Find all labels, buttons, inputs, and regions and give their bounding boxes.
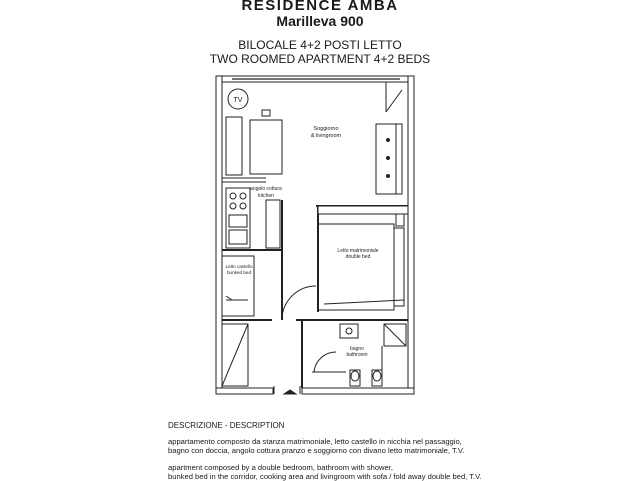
apartment-type-english: TWO ROOMED APARTMENT 4+2 BEDS: [209, 52, 431, 66]
sink-icon: [340, 324, 358, 338]
bedroom-door-swing: [282, 286, 316, 320]
chair: [262, 110, 270, 116]
description-italian-line-2: bagno con doccia, angolo cottura pranzo e soggiorno con divano letto matrimoniale, T.V.: [168, 446, 465, 455]
bunk-bed-label: Letto castello: [225, 264, 253, 269]
residence-name: RESIDENCE AMBA: [241, 0, 399, 14]
cabinet: [226, 117, 242, 175]
dining-table: [250, 120, 282, 174]
description-english-line-1: apartment composed by a double bedroom, bathroom with shower,: [168, 463, 393, 472]
living-room-label: Soggiorno: [313, 126, 339, 132]
closet: [222, 324, 248, 386]
bunk-bed-label-en: bunked bed: [226, 270, 252, 275]
toilet-icon: [350, 370, 360, 386]
bathroom-door-icon: [312, 352, 346, 372]
bedroom-label-en: double bed: [345, 254, 371, 260]
double-bed: [318, 224, 404, 310]
entrance-icon: [274, 386, 300, 394]
nightstand: [396, 214, 404, 226]
tv-label: TV: [233, 97, 243, 104]
apartment-type-italian: BILOCALE 4+2 POSTI LETTO: [238, 38, 402, 52]
description-italian-line-1: appartamento composto da stanza matrimoniale, letto castello in nicchia nel passaggio,: [168, 437, 462, 446]
living-room-label-en: & livingroom: [310, 133, 342, 139]
kitchen-label-en: kitchen: [258, 193, 274, 199]
kitchen-label: angolo cottura: [250, 186, 282, 192]
window-door-icon: [386, 82, 402, 112]
description-heading: DESCRIZIONE - DESCRIPTION: [168, 421, 285, 430]
bedroom-label: Letto matrimoniale: [337, 248, 379, 254]
residence-location: Marilleva 900: [276, 13, 364, 29]
shower-icon: [384, 324, 406, 346]
sofa-bed: [376, 124, 402, 194]
bidet-icon: [372, 370, 382, 386]
description-english-line-2: bunked bed in the corridor, cooking area and livingroom with sofa / fold away double bed, T.V.: [168, 472, 482, 481]
bathroom-label-en: bathroom: [346, 352, 368, 358]
bathroom-label: bagno: [350, 346, 364, 352]
